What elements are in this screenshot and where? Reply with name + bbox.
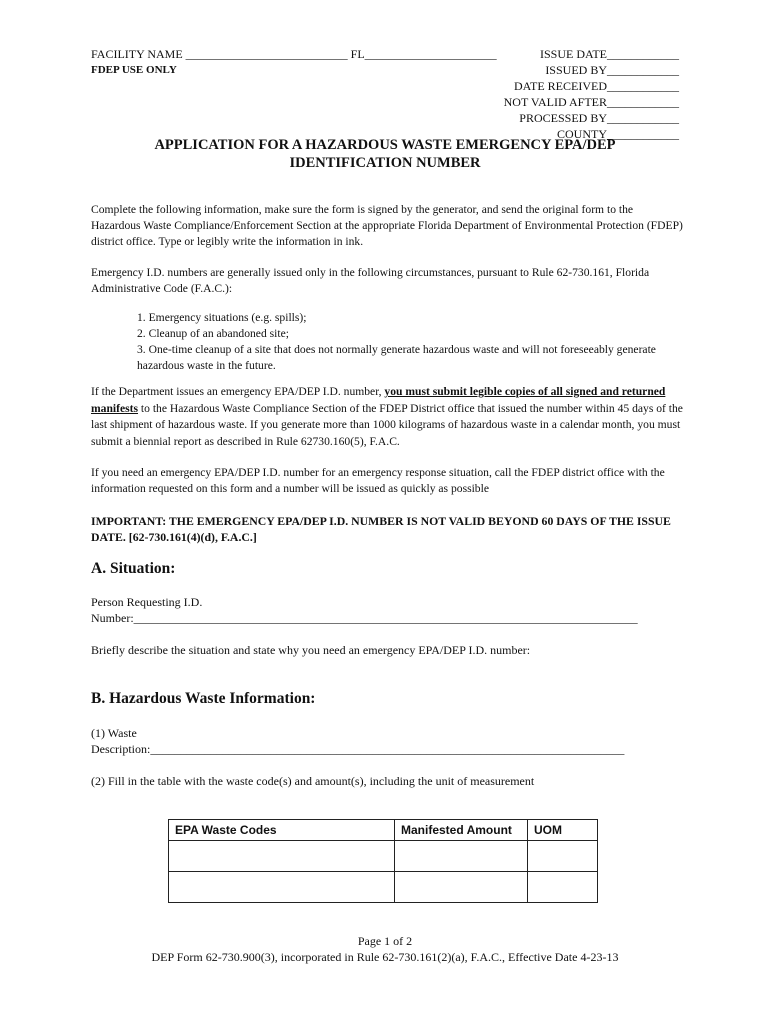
county-field[interactable]: COUNTY____________ [557, 127, 679, 141]
form-title-line1: APPLICATION FOR A HAZARDOUS WASTE EMERGENCY EPA/DEP [154, 137, 616, 153]
situation-description-prompt: Briefly describe the situation and state why you need an emergency EPA/DEP I.D. number: [91, 643, 531, 657]
section-a-heading: A. Situation: [91, 560, 176, 577]
person-requesting-label: Person Requesting I.D. [91, 595, 203, 609]
manifest-emphasis: you must submit legible copies of all signed and returned manifests [91, 385, 666, 415]
waste-description-field[interactable]: Description:_______________________________________________________________________________ [91, 742, 625, 756]
uom-cell[interactable] [528, 841, 598, 872]
form-title [60, 136, 710, 172]
list-item: 3. One-time cleanup of a site that does not normally generate hazardous waste and will not foreseeably generate hazardous waste in the future. [137, 343, 656, 372]
facility-name-field[interactable]: FACILITY NAME ___________________________ FL______________________ [91, 47, 497, 61]
waste-codes-table [168, 819, 598, 903]
table-row [169, 841, 598, 872]
issued-by-field[interactable]: ISSUED BY____________ [545, 63, 679, 77]
form-title-line2: IDENTIFICATION NUMBER [289, 155, 481, 171]
issue-date-field[interactable]: ISSUE DATE____________ [539, 47, 679, 61]
circumstances-list [137, 310, 677, 374]
manifested-amount-header: Manifested Amount [395, 820, 528, 841]
amount-cell[interactable] [395, 872, 528, 903]
uom-cell[interactable] [528, 872, 598, 903]
processed-by-field[interactable]: PROCESSED BY____________ [519, 111, 679, 125]
epa-waste-codes-header: EPA Waste Codes [169, 820, 395, 841]
intro-paragraph: Complete the following information, make sure the form is signed by the generator, and send the original form to the Hazardous Waste Compliance/Enforcement Section at the appropriate Florida Department of Environmental Protection (FDEP) district office. Type or legibly write the information in ink. [91, 203, 683, 248]
emergency-response-paragraph: If you need an emergency EPA/DEP I.D. number for an emergency response situation, call the FDEP district office with the information requested on this form and a number will be issued as quickly as possible [91, 466, 665, 495]
manifest-paragraph [91, 384, 683, 450]
table-header-row [169, 820, 598, 841]
amount-cell[interactable] [395, 841, 528, 872]
waste-label: (1) Waste [91, 726, 137, 740]
form-citation: DEP Form 62-730.900(3), incorporated in Rule 62-730.161(2)(a), F.A.C., Effective Date 4-23-13 [151, 950, 619, 964]
section-b-heading: B. Hazardous Waste Information: [91, 690, 316, 707]
manifest-text-b: to the Hazardous Waste Compliance Section of the FDEP District office that issued the number within 45 days of the last shipment of hazardous waste. If you generate more than 1000 kilograms of hazardous waste in a calendar month, you must submit a biennial report as described in Rule 62730.160(5), F.A.C. [91, 401, 683, 448]
uom-header: UOM [528, 820, 598, 841]
table-instructions: (2) Fill in the table with the waste code(s) and amount(s), including the unit of measurement [91, 774, 535, 788]
table-row [169, 872, 598, 903]
fdep-use-only-label: FDEP USE ONLY [91, 64, 177, 76]
list-item: 1. Emergency situations (e.g. spills); [137, 311, 307, 324]
important-notice: IMPORTANT: THE EMERGENCY EPA/DEP I.D. NUMBER IS NOT VALID BEYOND 60 DAYS OF THE ISSUE DATE. [62-730.161(4)(d), F.A.C.] [91, 514, 671, 544]
manifest-text-a: If the Department issues an emergency EPA/DEP I.D. number, [91, 385, 385, 398]
waste-code-cell[interactable] [169, 872, 395, 903]
list-item: 2. Cleanup of an abandoned site; [137, 327, 289, 340]
not-valid-after-field[interactable]: NOT VALID AFTER____________ [503, 95, 679, 109]
circumstances-paragraph: Emergency I.D. numbers are generally issued only in the following circumstances, pursuant to Rule 62-730.161, Florida Administrative Code (F.A.C.): [91, 266, 650, 295]
date-received-field[interactable]: DATE RECEIVED____________ [514, 79, 679, 93]
person-requesting-field[interactable]: Number:____________________________________________________________________________________ [91, 611, 638, 625]
page-number: Page 1 of 2 [357, 934, 413, 948]
waste-code-cell[interactable] [169, 841, 395, 872]
